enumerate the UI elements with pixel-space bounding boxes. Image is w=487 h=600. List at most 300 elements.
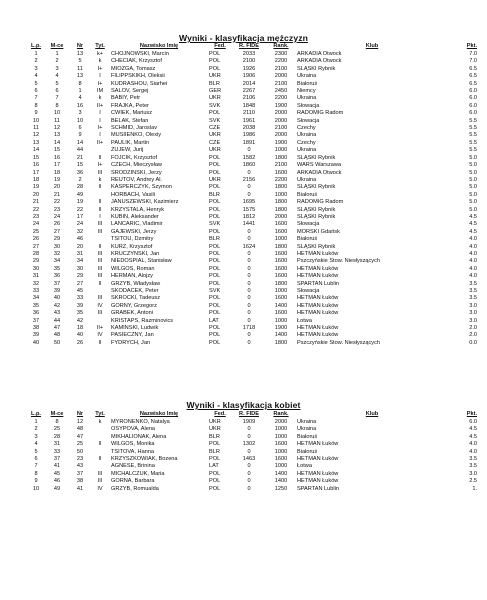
- cell-points: 3.0: [469, 470, 477, 477]
- header-title: Tyt.: [95, 411, 105, 417]
- cell-club: HETMAN Łuków: [297, 325, 339, 332]
- cell-number: 36: [76, 169, 84, 176]
- cell-federation: UKR: [209, 426, 221, 433]
- cell-title: [90, 288, 110, 295]
- cell-rank: 2000: [274, 73, 288, 80]
- cell-name: FYDRYCH, Jan: [111, 339, 151, 346]
- cell-points: 6.0: [469, 102, 477, 109]
- cell-rank: 1400: [274, 302, 288, 309]
- cell-lp: 22: [32, 206, 40, 213]
- table-row: [28, 486, 478, 493]
- cell-title: II: [98, 154, 102, 161]
- cell-club: Ukraina: [297, 95, 317, 102]
- cell-club: ŚLĄSKI Rybnik: [297, 213, 336, 220]
- cell-club: ARKADIA Otwock: [297, 51, 342, 57]
- cell-federation: POL: [209, 332, 221, 339]
- cell-number: 18: [76, 325, 84, 332]
- cell-rank: 2450: [274, 88, 288, 95]
- table-row: [28, 288, 478, 295]
- cell-number: 10: [76, 117, 84, 124]
- cell-title: I: [99, 117, 101, 124]
- cell-club: SPARTAN Lublin: [297, 280, 339, 287]
- cell-place: 12: [53, 125, 61, 132]
- cell-number: 47: [76, 433, 84, 440]
- cell-name: CHECIAK, Krzysztof: [111, 58, 162, 65]
- cell-rank: 1400: [274, 470, 288, 477]
- cell-federation: POL: [209, 51, 221, 57]
- cell-fide-rating: 1624: [242, 243, 256, 250]
- cell-club: ŚLĄSKI Rybnik: [297, 154, 336, 161]
- cell-club: Ukraina: [297, 426, 317, 433]
- cell-number: 6: [78, 125, 82, 132]
- cell-federation: UKR: [209, 73, 221, 80]
- cell-title: II: [98, 456, 102, 463]
- cell-lp: 1: [34, 419, 38, 425]
- cell-club: Czechy: [297, 139, 316, 146]
- cell-fide-rating: 0: [247, 258, 251, 265]
- cell-federation: POL: [209, 258, 221, 265]
- cell-club: Białoruś: [297, 448, 318, 455]
- cell-title: [90, 426, 110, 433]
- cell-number: 29: [76, 273, 84, 280]
- cell-place: 8: [55, 419, 59, 425]
- cell-number: 14: [76, 139, 84, 146]
- cell-name: ZUJEW, Jurij: [111, 147, 144, 154]
- cell-club: HETMAN Łuków: [297, 273, 339, 280]
- cell-lp: 5: [34, 448, 38, 455]
- cell-lp: 23: [32, 213, 40, 220]
- cell-points: 5.5: [469, 125, 477, 132]
- cell-lp: 2: [34, 58, 38, 65]
- cell-rank: 1800: [274, 280, 288, 287]
- cell-name: GAJEWSKI, Jerzy: [111, 228, 157, 235]
- cell-number: 4: [78, 95, 82, 102]
- cell-federation: POL: [209, 250, 221, 257]
- cell-federation: POL: [209, 273, 221, 280]
- cell-fide-rating: 0: [247, 332, 251, 339]
- cell-rank: 1800: [274, 339, 288, 346]
- cell-lp: 28: [32, 250, 40, 257]
- header-lp: L.p.: [31, 43, 41, 49]
- cell-number: 27: [76, 280, 84, 287]
- cell-name: MIKHALIONAK, Alena: [111, 433, 167, 440]
- table-row: [28, 471, 478, 478]
- cell-name: CZECH, Mieczysław: [111, 162, 162, 169]
- cell-place: 43: [53, 310, 61, 317]
- cell-fide-rating: 1891: [242, 139, 256, 146]
- cell-lp: 35: [32, 302, 40, 309]
- cell-name: KRUCZYNSKI, Jan: [111, 250, 160, 257]
- cell-title: I+: [97, 80, 103, 87]
- cell-points: 7.0: [469, 51, 477, 57]
- cell-fide-rating: 1961: [242, 117, 256, 124]
- cell-lp: 5: [34, 80, 38, 87]
- cell-place: 33: [53, 448, 61, 455]
- header-name: Nazwisko Imię: [139, 411, 179, 417]
- header-fide-rating: R. FIDE: [239, 43, 259, 49]
- cell-rank: 1000: [274, 147, 288, 154]
- cell-name: MICHALCZUK, Maria: [111, 470, 165, 477]
- cell-points: 2.5: [469, 478, 477, 485]
- cell-number: 13: [76, 73, 84, 80]
- cell-title: IM: [96, 88, 104, 95]
- cell-name: CWIEK, Mariusz: [111, 110, 153, 117]
- cell-title: I: [99, 73, 101, 80]
- cell-title: I+: [97, 162, 103, 169]
- cell-federation: LAT: [209, 463, 219, 470]
- cell-fide-rating: 2267: [242, 88, 256, 95]
- cell-name: GRZYB, Władysław: [111, 280, 161, 287]
- cell-points: 6.0: [469, 95, 477, 102]
- cell-place: 6: [55, 88, 59, 95]
- cell-club: Ukraina: [297, 73, 317, 80]
- cell-club: Słowacja: [297, 221, 320, 228]
- cell-fide-rating: 1695: [242, 199, 256, 206]
- cell-federation: POL: [209, 169, 221, 176]
- cell-fide-rating: 2033: [242, 51, 256, 57]
- cell-title: IV: [97, 332, 103, 339]
- cell-federation: POL: [209, 228, 221, 235]
- cell-lp: 38: [32, 325, 40, 332]
- cell-place: 35: [53, 265, 61, 272]
- cell-points: 3.5: [469, 463, 477, 470]
- cell-number: 44: [76, 147, 84, 154]
- table-row: [28, 244, 478, 251]
- cell-club: Niemcy: [297, 88, 316, 95]
- cell-title: II+: [96, 139, 104, 146]
- table-row: [28, 303, 478, 310]
- cell-title: k: [98, 95, 102, 102]
- cell-club: Łotwa: [297, 317, 312, 324]
- cell-points: 4.5: [469, 426, 477, 433]
- table-row: [28, 426, 478, 433]
- cell-number: 22: [76, 206, 84, 213]
- cell-fide-rating: 1812: [242, 213, 256, 220]
- cell-lp: 34: [32, 295, 40, 302]
- women-results-table: [28, 410, 478, 493]
- table-row: [28, 419, 478, 426]
- cell-place: 27: [53, 228, 61, 235]
- table-row: [28, 258, 478, 265]
- cell-federation: POL: [209, 162, 221, 169]
- cell-place: 37: [53, 280, 61, 287]
- cell-federation: POL: [209, 110, 221, 117]
- cell-points: 3.0: [469, 317, 477, 324]
- cell-number: 33: [76, 295, 84, 302]
- cell-fide-rating: 0: [247, 265, 251, 272]
- cell-points: 4.5: [469, 221, 477, 228]
- cell-title: II: [98, 441, 102, 448]
- cell-title: [90, 236, 110, 243]
- cell-title: I+: [97, 125, 103, 132]
- cell-number: 20: [76, 243, 84, 250]
- cell-points: 5.0: [469, 169, 477, 176]
- cell-lp: 37: [32, 317, 40, 324]
- cell-club: HETMAN Łuków: [297, 310, 339, 317]
- cell-points: 4.5: [469, 213, 477, 220]
- cell-number: 28: [76, 184, 84, 191]
- cell-lp: 16: [32, 162, 40, 169]
- cell-name: MIOZGA, Tomasz: [111, 65, 156, 72]
- cell-federation: SVK: [209, 288, 221, 294]
- cell-lp: 6: [34, 456, 38, 463]
- cell-points: 4.5: [469, 433, 477, 440]
- cell-number: 43: [76, 463, 84, 470]
- cell-number: 46: [76, 236, 84, 243]
- cell-points: 5.0: [469, 154, 477, 161]
- cell-fide-rating: 2038: [242, 125, 256, 132]
- cell-name: KRZYSZKOWIAK, Bozena: [111, 456, 178, 463]
- cell-title: III: [97, 478, 103, 485]
- cell-fide-rating: 0: [247, 295, 251, 302]
- cell-title: III: [97, 258, 103, 265]
- cell-fide-rating: 2110: [242, 110, 256, 117]
- cell-federation: SVK: [209, 102, 221, 109]
- cell-number: 48: [76, 426, 84, 433]
- cell-title: II: [98, 339, 102, 346]
- cell-place: 15: [53, 147, 61, 154]
- cell-number: 12: [76, 419, 84, 425]
- cell-lp: 9: [34, 478, 38, 485]
- cell-place: 19: [53, 176, 61, 183]
- cell-place: 46: [53, 478, 61, 485]
- cell-place: 20: [53, 184, 61, 191]
- cell-name: KURZ, Krzysztof: [111, 243, 153, 250]
- cell-points: 5.0: [469, 206, 477, 213]
- cell-number: 16: [76, 102, 84, 109]
- cell-number: 8: [78, 80, 82, 87]
- cell-rank: 1600: [274, 456, 288, 463]
- cell-name: BELAK, Stefan: [111, 117, 149, 124]
- cell-club: ŚLĄSKI Rybnik: [297, 243, 336, 250]
- cell-federation: POL: [209, 213, 221, 220]
- cell-federation: SVK: [209, 117, 221, 124]
- table-row: [28, 266, 478, 273]
- cell-title: [90, 147, 110, 154]
- cell-rank: 1250: [274, 485, 288, 492]
- cell-points: 2.0: [469, 325, 477, 332]
- cell-points: 5.5: [469, 147, 477, 154]
- cell-title: II: [98, 184, 102, 191]
- cell-fide-rating: 1906: [242, 73, 256, 80]
- cell-lp: 29: [32, 258, 40, 265]
- cell-name: AGNESE, Brinina: [111, 463, 155, 470]
- cell-number: 38: [76, 478, 84, 485]
- cell-title: II+: [96, 325, 104, 332]
- header-rank: Rank.: [273, 411, 289, 417]
- table-row: [28, 199, 478, 206]
- men-header-row: [28, 42, 478, 51]
- cell-title: I: [99, 132, 101, 139]
- cell-place: 47: [53, 325, 61, 332]
- cell-fide-rating: 1575: [242, 206, 256, 213]
- cell-club: Słowacja: [297, 102, 320, 109]
- cell-fide-rating: 1582: [242, 154, 256, 161]
- cell-club: Słowacja: [297, 288, 320, 294]
- cell-place: 24: [53, 213, 61, 220]
- cell-lp: 3: [34, 433, 38, 440]
- cell-lp: 14: [32, 147, 40, 154]
- cell-lp: 21: [32, 199, 40, 206]
- cell-rank: 1600: [274, 441, 288, 448]
- table-row: [28, 132, 478, 139]
- cell-fide-rating: 0: [247, 273, 251, 280]
- cell-title: II+: [96, 102, 104, 109]
- cell-federation: POL: [209, 478, 221, 485]
- cell-rank: 1800: [274, 184, 288, 191]
- cell-lp: 1: [34, 51, 38, 57]
- cell-number: 30: [76, 265, 84, 272]
- cell-number: 15: [76, 162, 84, 169]
- cell-place: 40: [53, 295, 61, 302]
- cell-lp: 17: [32, 169, 40, 176]
- cell-number: 37: [76, 470, 84, 477]
- cell-place: 45: [53, 470, 61, 477]
- cell-federation: POL: [209, 206, 221, 213]
- cell-number: 32: [76, 228, 84, 235]
- cell-title: I: [99, 213, 101, 220]
- cell-name: MYRONENKO, Natalya: [111, 419, 170, 425]
- header-federation: Fed.: [214, 43, 226, 49]
- cell-points: 4.0: [469, 448, 477, 455]
- cell-place: 34: [53, 258, 61, 265]
- cell-rank: 1900: [274, 325, 288, 332]
- cell-place: 49: [53, 485, 61, 492]
- cell-club: Białoruś: [297, 236, 318, 243]
- cell-fide-rating: 0: [247, 485, 251, 492]
- cell-title: III: [97, 273, 103, 280]
- cell-name: LANCARIC, Vladimir: [111, 221, 163, 228]
- header-title: Tyt.: [95, 43, 105, 49]
- cell-lp: 26: [32, 236, 40, 243]
- cell-lp: 4: [34, 73, 38, 80]
- cell-lp: 25: [32, 228, 40, 235]
- cell-points: 6.5: [469, 80, 477, 87]
- header-fide-rating: R. FIDE: [239, 411, 259, 417]
- table-row: [28, 162, 478, 169]
- cell-place: 7: [55, 95, 59, 102]
- cell-fide-rating: 1463: [242, 456, 256, 463]
- cell-fide-rating: 0: [247, 288, 251, 294]
- cell-name: WILGOS, Monika: [111, 441, 155, 448]
- cell-rank: 2000: [274, 110, 288, 117]
- cell-federation: POL: [209, 65, 221, 72]
- cell-title: III: [97, 169, 103, 176]
- cell-title: [90, 318, 110, 325]
- cell-title: III: [97, 310, 103, 317]
- table-row: [28, 332, 478, 339]
- cell-federation: POL: [209, 485, 221, 492]
- cell-number: 39: [76, 302, 84, 309]
- cell-lp: 8: [34, 102, 38, 109]
- table-row: [28, 125, 478, 132]
- cell-lp: 40: [32, 339, 40, 346]
- cell-lp: 7: [34, 463, 38, 470]
- cell-fide-rating: 0: [247, 228, 251, 235]
- cell-federation: POL: [209, 280, 221, 287]
- cell-title: III: [97, 470, 103, 477]
- cell-club: HETMAN Łuków: [297, 441, 339, 448]
- cell-number: 3: [78, 110, 82, 117]
- table-row: [28, 318, 478, 325]
- cell-title: [90, 192, 110, 199]
- cell-points: 5.5: [469, 132, 477, 139]
- cell-federation: CZE: [209, 139, 221, 146]
- cell-fide-rating: 0: [247, 317, 251, 324]
- cell-federation: POL: [209, 265, 221, 272]
- cell-lp: 18: [32, 176, 40, 183]
- cell-lp: 32: [32, 280, 40, 287]
- cell-place: 13: [53, 132, 61, 139]
- cell-fide-rating: 1926: [242, 65, 256, 72]
- cell-title: I+: [97, 65, 103, 72]
- cell-lp: 12: [32, 132, 40, 139]
- cell-name: TSITOU, Dzmitry: [111, 236, 154, 243]
- table-row: [28, 177, 478, 184]
- cell-number: 9: [78, 132, 82, 139]
- cell-fide-rating: 0: [247, 184, 251, 191]
- cell-place: 16: [53, 154, 61, 161]
- cell-number: 26: [76, 339, 84, 346]
- table-row: [28, 58, 478, 65]
- cell-club: Białoruś: [297, 80, 318, 87]
- cell-rank: 1000: [274, 463, 288, 470]
- cell-lp: 30: [32, 265, 40, 272]
- cell-name: CHOJNOWSKI, Marcin: [111, 51, 169, 57]
- cell-number: 34: [76, 258, 84, 265]
- cell-club: HETMAN Łuków: [297, 456, 339, 463]
- cell-lp: 13: [32, 139, 40, 146]
- cell-name: WILGOS, Roman: [111, 265, 155, 272]
- cell-rank: 2100: [274, 125, 288, 132]
- cell-number: 49: [76, 191, 84, 198]
- cell-club: Białoruś: [297, 433, 318, 440]
- cell-fide-rating: 1860: [242, 162, 256, 169]
- cell-lp: 11: [33, 125, 39, 132]
- cell-federation: POL: [209, 184, 221, 191]
- cell-federation: POL: [209, 310, 221, 317]
- cell-fide-rating: 0: [247, 478, 251, 485]
- cell-points: 5.0: [469, 199, 477, 206]
- cell-number: 24: [76, 221, 84, 228]
- cell-points: 4.0: [469, 258, 477, 265]
- cell-rank: 2200: [274, 176, 288, 183]
- table-row: [28, 273, 478, 280]
- table-row: [28, 340, 478, 347]
- cell-federation: POL: [209, 325, 221, 332]
- cell-title: k: [98, 419, 102, 425]
- cell-fide-rating: 0: [247, 470, 251, 477]
- cell-name: HORBACH, Vasili: [111, 191, 156, 198]
- cell-club: HETMAN Łuków: [297, 332, 339, 339]
- cell-number: 41: [76, 485, 84, 492]
- cell-federation: UKR: [209, 132, 221, 139]
- cell-federation: POL: [209, 243, 221, 250]
- cell-fide-rating: 1718: [242, 325, 256, 332]
- cell-federation: POL: [209, 302, 221, 309]
- cell-points: 6.0: [469, 88, 477, 95]
- cell-number: 19: [76, 199, 84, 206]
- women-results-title: Wyniki - klasyfikacja kobiet: [186, 400, 301, 410]
- cell-place: 23: [53, 206, 61, 213]
- cell-lp: 20: [32, 191, 40, 198]
- cell-place: 18: [53, 169, 61, 176]
- cell-club: ŚLĄSKI Rybnik: [297, 206, 336, 213]
- cell-number: 42: [76, 317, 84, 324]
- cell-name: JANUSZEWSKI, Kazimierz: [111, 199, 179, 206]
- cell-club: ARKADIA Otwock: [297, 58, 342, 65]
- cell-points: 4.0: [469, 236, 477, 243]
